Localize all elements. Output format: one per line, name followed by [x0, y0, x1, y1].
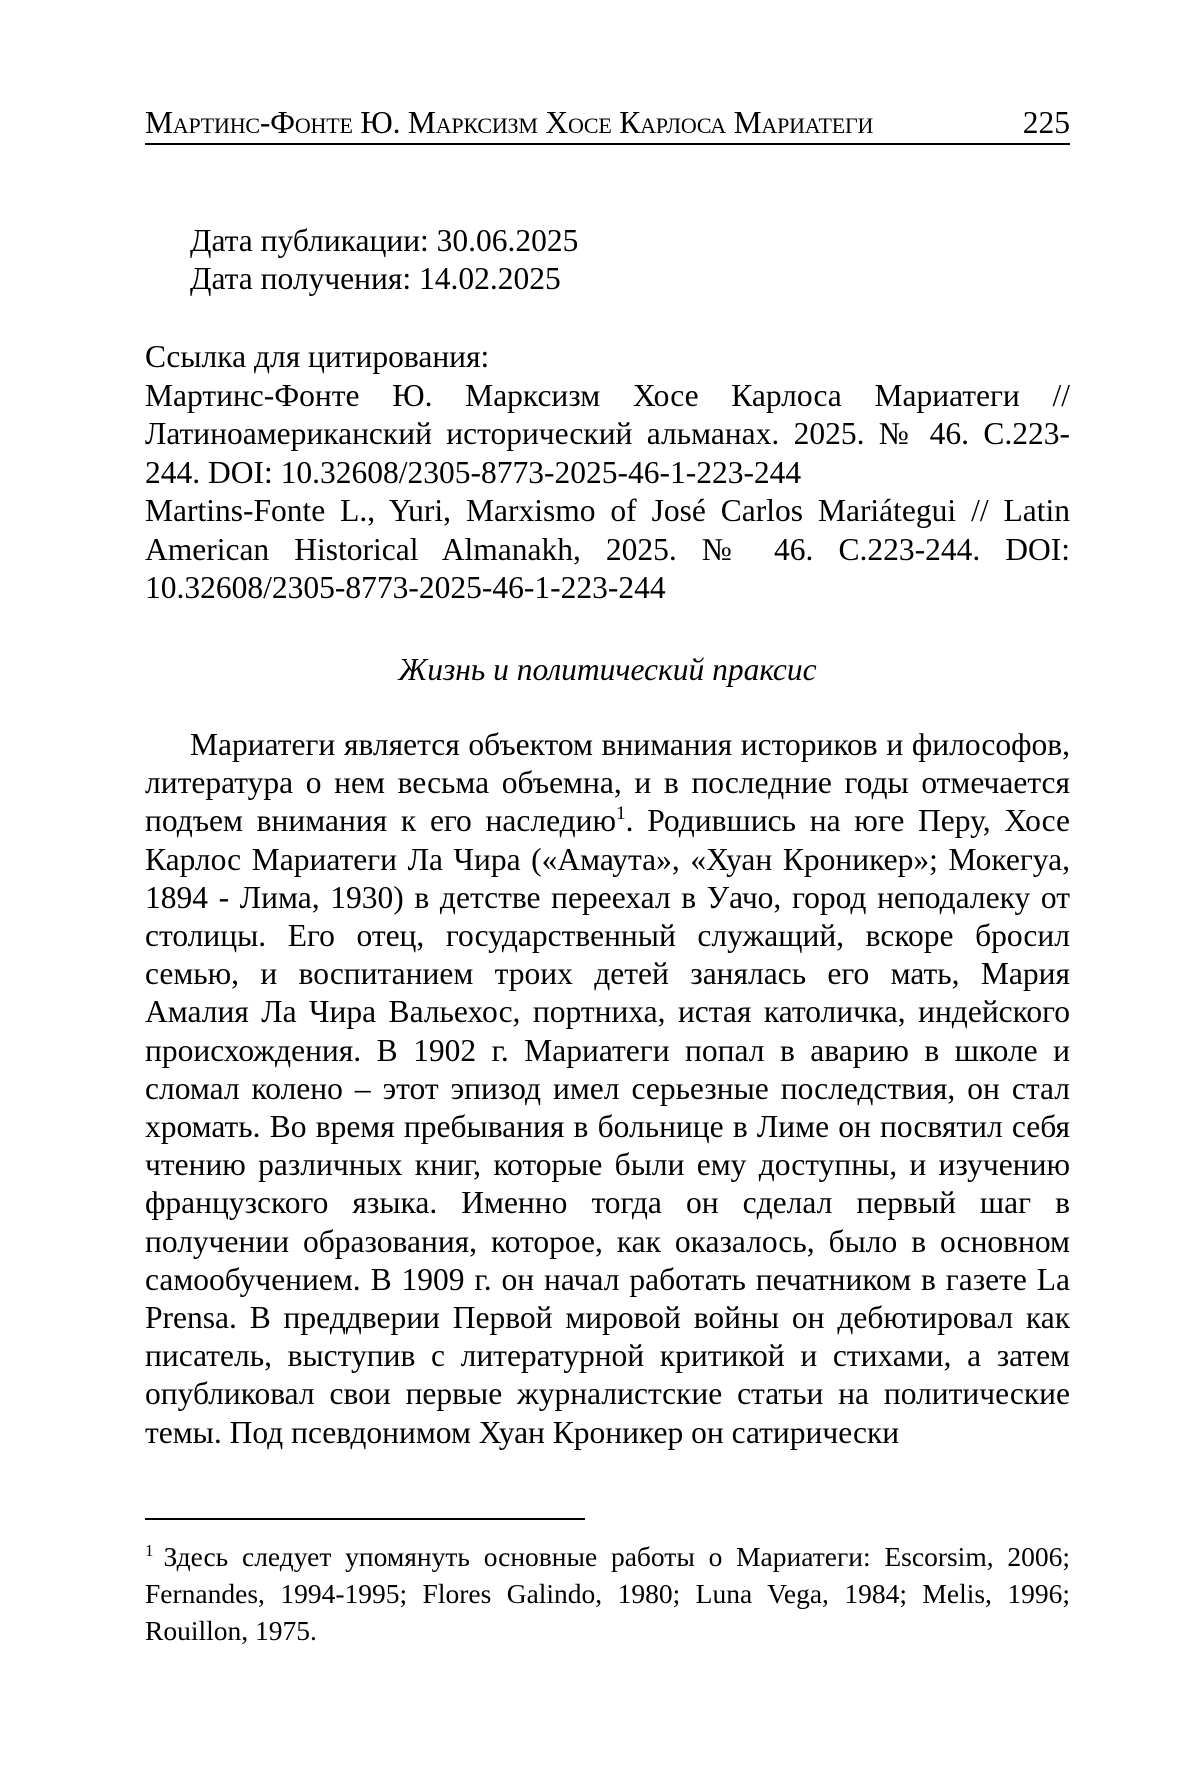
body-text-start: Мариатеги является объектом внимания историков и философов, литература о нем весьма объемна, и в последние годы отмечается подъем внимания к его наследию	[145, 727, 1070, 839]
section-title: Жизнь и политический праксис	[398, 652, 817, 687]
footnote-marker: 1	[145, 1541, 154, 1560]
footnote-divider	[145, 1518, 585, 1520]
citation-en: Martins-Fonte L., Yuri, Marxismo of José Carlos Mariátegui // Latin American Historical Almanakh, 2025. № 46. С.223-244. DOI: 10.32608/2305-8773-2025-46-1-223-244	[145, 493, 1070, 605]
received-date: Дата получения: 14.02.2025	[190, 261, 561, 296]
footnote-reference[interactable]: 1	[616, 803, 626, 825]
running-title: Мартинс-Фонте Ю. Марксизм Хосе Карлоса Мариатеги	[145, 105, 874, 140]
citation-heading: Ссылка для цитирования:	[145, 339, 490, 374]
body-text-rest: . Родившись на юге Перу, Хосе Карлос Мариатеги Ла Чира («Амаута», «Хуан Кроникер»; Мокегуа, 1894 - Лима, 1930) в детстве переехал в Уачо, город неподалеку от столицы. Его отец, государственный служащий, вскоре бросил семью, и воспитанием троих детей занялась его мать, Мария Амалия Ла Чира Вальехос, портниха, истая католичка, индейского происхождения. В 1902 г. Мариатеги попал в аварию в школе и сломал колено – этот эпизод имел серьезные последствия, он стал хромать. Во время пребывания в больнице в Лиме он посвятил себя чтению различных книг, которые были ему доступны, и изучению французского языка. Именно тогда он сделал первый шаг в получении образования, которое, как оказалось, было в основном самообучением. В 1909 г. он начал работать печатником в газете La Prensa. В преддверии Первой мировой войны он дебютировал как писатель, выступив с литературной критикой и стихами, а затем опубликовал свои первые журналистские статьи на политические темы. Под псевдонимом Хуан Кроникер он сатирически	[145, 803, 1070, 1450]
running-header	[145, 103, 1070, 145]
citation-block	[145, 338, 1070, 608]
page-number: 225	[1022, 105, 1070, 140]
publication-date: Дата публикации: 30.06.2025	[190, 223, 579, 258]
footnote	[145, 1538, 1070, 1649]
body-paragraph	[145, 726, 1070, 1452]
article-dates	[190, 222, 578, 298]
citation-ru: Мартинс-Фонте Ю. Марксизм Хосе Карлоса Мариатеги // Латиноамериканский исторический альманах. 2025. № 46. С.223-244. DOI: 10.32608/2305-8773-2025-46-1-223-244	[145, 377, 1070, 490]
footnote-text: Здесь следует упомянуть основные работы о Мариатеги: Escorsim, 2006; Fernandes, 1994-1995; Flores Galindo, 1980; Luna Vega, 1984; Melis, 1996; Rouillon, 1975.	[145, 1541, 1070, 1646]
body-text	[145, 726, 1070, 1452]
footnote-paragraph	[145, 1538, 1070, 1649]
